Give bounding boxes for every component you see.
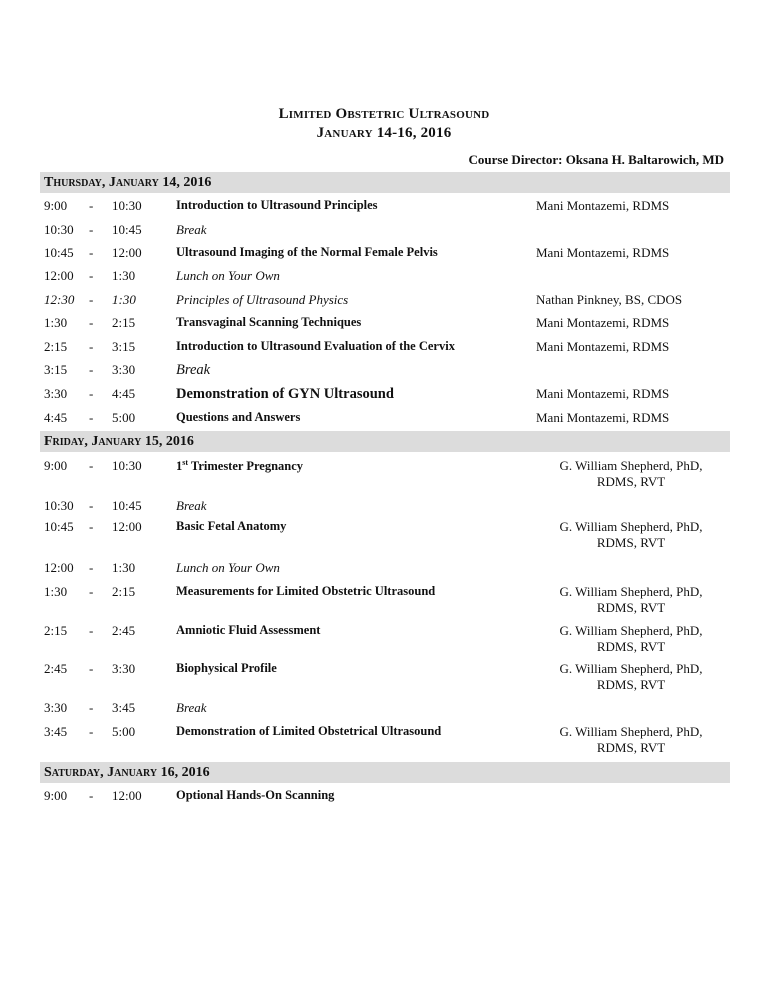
speaker-line2: RDMS, RVT [596,535,666,550]
session-dash: - [89,560,94,575]
session-row [0,339,768,359]
session-start: 9:00 [44,788,68,803]
speaker-line1: G. William Shepherd, PhD, [559,584,703,599]
page-title-line1: Limited Obstetric Ultrasound [278,106,490,122]
session-title-text: Trimester Pregnancy [188,459,304,474]
session-end: 2:15 [112,584,136,599]
session-start: 10:45 [44,519,74,534]
session-end: 4:45 [112,386,136,401]
session-speaker [536,724,726,756]
session-start: 3:30 [44,700,68,715]
session-end: 3:30 [112,661,136,676]
speaker-line2: RDMS, RVT [596,677,666,692]
session-title: Basic Fetal Anatomy [176,519,287,533]
session-speaker: Nathan Pinkney, BS, CDOS [536,292,683,307]
session-title: Introduction to Ultrasound Evaluation of the Cervix [176,339,455,353]
session-title: Ultrasound Imaging of the Normal Female Pelvis [176,245,438,259]
session-row [0,198,768,218]
session-dash: - [89,268,94,283]
session-row [0,245,768,265]
session-end: 10:30 [112,198,142,213]
session-speaker: Mani Montazemi, RDMS [536,339,670,354]
session-title: Optional Hands-On Scanning [176,788,335,802]
session-end: 3:45 [112,700,136,715]
speaker-line2: RDMS, RVT [596,600,666,615]
session-end: 1:30 [112,560,136,575]
session-row [0,560,768,580]
session-dash: - [89,410,94,425]
session-end: 2:45 [112,623,136,638]
session-speaker: Mani Montazemi, RDMS [536,245,670,260]
session-start: 10:30 [44,222,74,237]
session-dash: - [89,222,94,237]
session-dash: - [89,724,94,739]
session-end: 3:15 [112,339,136,354]
speaker-line1: G. William Shepherd, PhD, [559,623,703,638]
session-row [0,222,768,242]
session-end: 5:00 [112,410,136,425]
session-start: 1:30 [44,584,68,599]
session-dash: - [89,498,94,513]
session-title: Principles of Ultrasound Physics [176,292,349,307]
speaker-line2: RDMS, RVT [596,474,666,489]
session-dash: - [89,245,94,260]
session-start: 3:15 [44,362,68,377]
session-title: Demonstration of Limited Obstetrical Ultrasound [176,724,442,738]
speaker-line1: G. William Shepherd, PhD, [559,519,703,534]
session-end: 1:30 [112,268,136,283]
course-director: Course Director: Oksana H. Baltarowich, MD [468,152,724,167]
session-row [0,788,768,808]
session-start: 10:45 [44,245,74,260]
session-dash: - [89,339,94,354]
session-title: Measurements for Limited Obstetric Ultrasound [176,584,436,598]
session-row [0,292,768,312]
session-row [0,315,768,335]
speaker-line1: G. William Shepherd, PhD, [559,661,703,676]
session-title: Biophysical Profile [176,661,277,675]
session-start: 9:00 [44,198,68,213]
session-row [0,386,768,406]
session-end: 10:30 [112,458,142,473]
session-dash: - [89,788,94,803]
session-dash: - [89,386,94,401]
session-speaker [536,661,726,693]
session-row [0,362,768,382]
session-row [0,268,768,288]
session-title: Break [176,362,211,378]
session-title: Questions and Answers [176,410,301,424]
session-speaker: Mani Montazemi, RDMS [536,315,670,330]
session-speaker: Mani Montazemi, RDMS [536,410,670,425]
session-speaker: Mani Montazemi, RDMS [536,198,670,213]
session-end: 2:15 [112,315,136,330]
session-title: Break [176,700,207,715]
session-start: 4:45 [44,410,68,425]
session-dash: - [89,584,94,599]
session-start: 9:00 [44,458,68,473]
session-title: Transvaginal Scanning Techniques [176,315,362,329]
session-end: 5:00 [112,724,136,739]
session-speaker: Mani Montazemi, RDMS [536,386,670,401]
session-dash: - [89,519,94,534]
session-title [176,458,303,474]
session-dash: - [89,362,94,377]
session-row [0,700,768,720]
session-title: Demonstration of GYN Ultrasound [176,386,394,402]
session-title: Lunch on Your Own [176,268,280,283]
session-start: 2:15 [44,623,68,638]
session-end: 12:00 [112,519,142,534]
session-end: 3:30 [112,362,136,377]
day-header-thursday: Thursday, January 14, 2016 [40,172,730,193]
session-dash: - [89,315,94,330]
session-title-number: 1 [176,459,183,474]
session-end: 12:00 [112,245,142,260]
day-header-friday: Friday, January 15, 2016 [40,431,730,452]
session-speaker [536,623,726,655]
session-speaker [536,584,726,616]
session-dash: - [89,198,94,213]
session-start: 3:30 [44,386,68,401]
page-title-line2: January 14-16, 2016 [316,125,452,141]
session-end: 10:45 [112,222,142,237]
session-title: Lunch on Your Own [176,560,280,575]
session-start: 2:15 [44,339,68,354]
session-end: 1:30 [112,292,136,307]
session-start: 1:30 [44,315,68,330]
session-row [0,410,768,430]
session-start: 3:45 [44,724,68,739]
speaker-line2: RDMS, RVT [596,740,666,755]
session-start: 12:30 [44,292,75,307]
session-end: 12:00 [112,788,142,803]
session-start: 12:00 [44,560,74,575]
session-speaker [536,519,726,551]
session-dash: - [89,700,94,715]
session-row [0,498,768,518]
session-start: 2:45 [44,661,68,676]
session-title-ordinal: st [182,458,189,467]
session-speaker [536,458,726,490]
speaker-line1: G. William Shepherd, PhD, [559,724,703,739]
session-title: Break [176,222,207,237]
session-title: Introduction to Ultrasound Principles [176,198,378,212]
session-dash: - [89,458,94,473]
session-dash: - [89,661,94,676]
session-title: Break [176,498,207,513]
session-dash: - [89,623,94,638]
session-start: 10:30 [44,498,74,513]
day-header-saturday: Saturday, January 16, 2016 [40,762,730,783]
session-title: Amniotic Fluid Assessment [176,623,321,637]
session-start: 12:00 [44,268,74,283]
speaker-line1: G. William Shepherd, PhD, [559,458,703,473]
session-end: 10:45 [112,498,142,513]
session-dash: - [89,292,94,307]
speaker-line2: RDMS, RVT [596,639,666,654]
